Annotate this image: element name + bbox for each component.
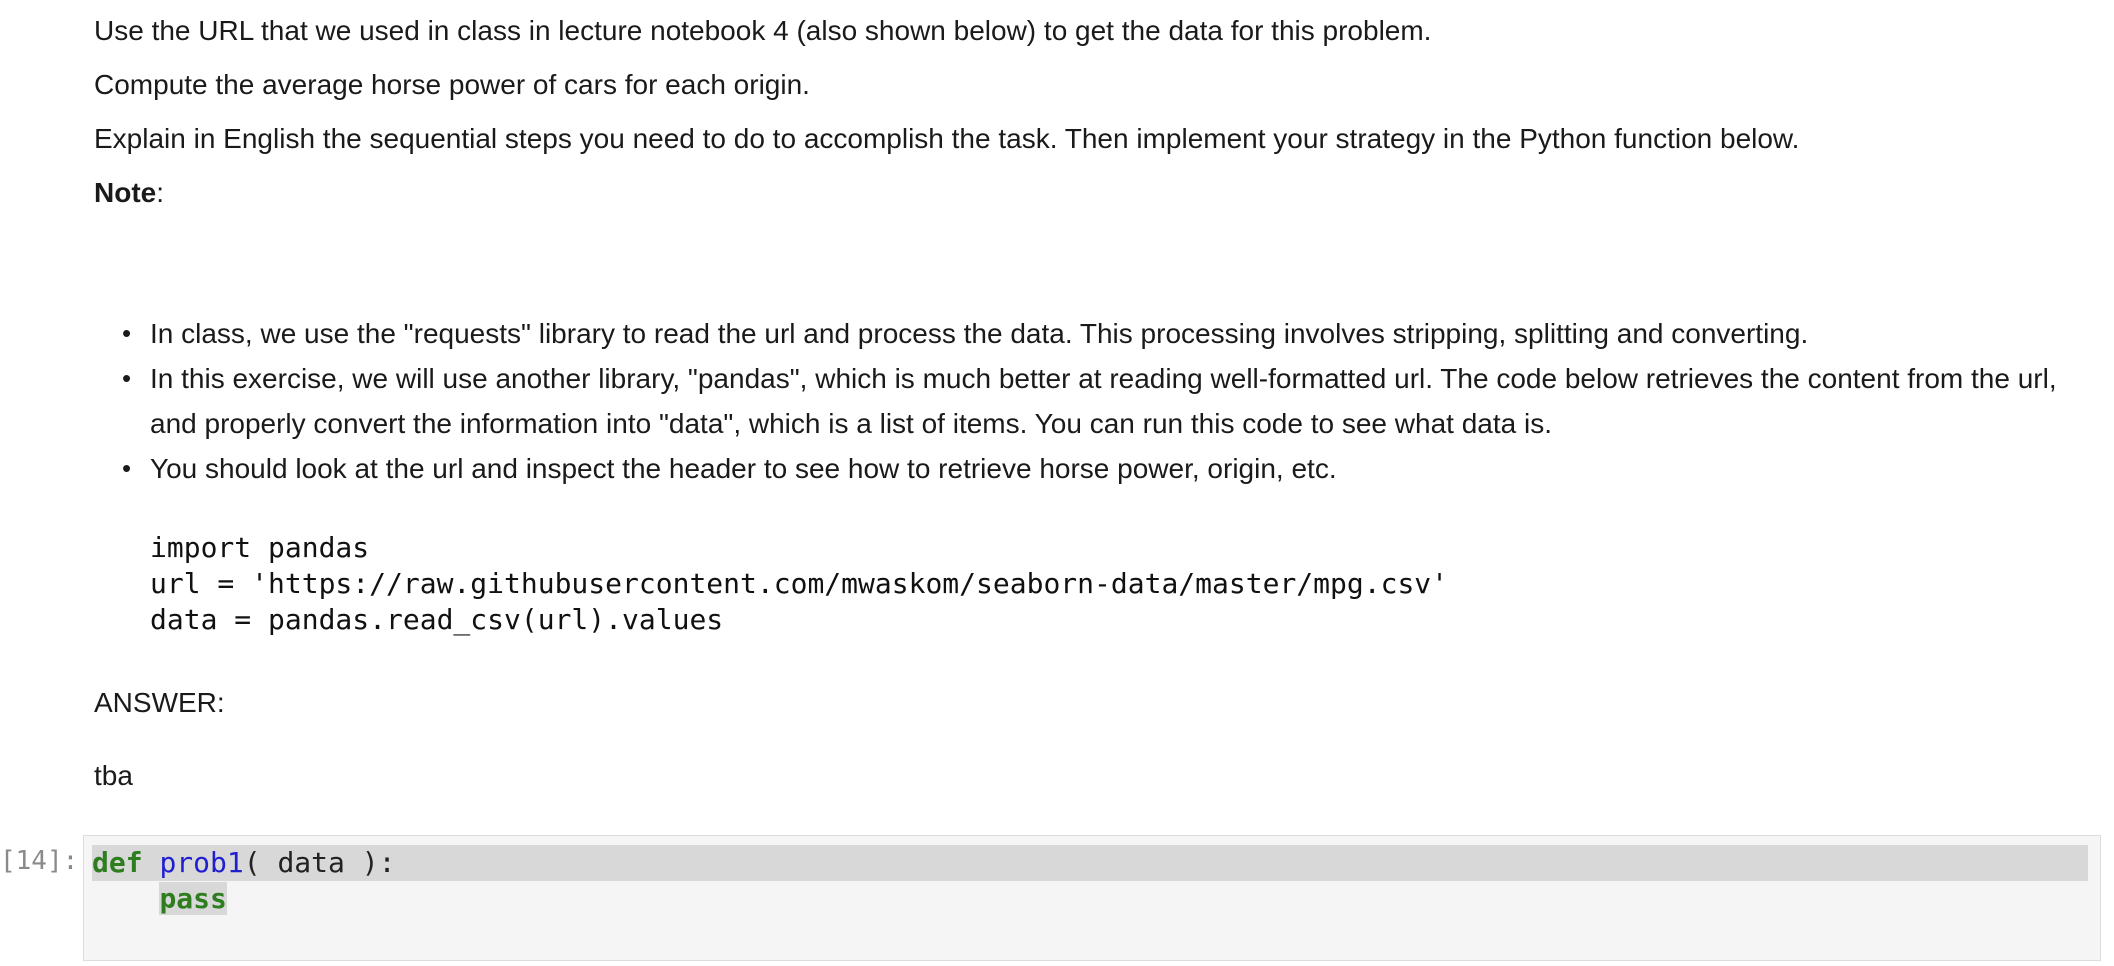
code-line-def[interactable] xyxy=(92,845,2088,881)
instruction-paragraph-explain: Explain in English the sequential steps you need to do to accomplish the task. Then implement your strategy in the Python function below. xyxy=(94,123,1800,154)
bullet-icon: • xyxy=(122,363,132,393)
list-item-text: In class, we use the "requests" library to read the url and process the data. This processing involves stripping, splitting and converting. xyxy=(150,318,1809,349)
instruction-paragraph-task: Compute the average horse power of cars for each origin. xyxy=(94,69,810,100)
note-heading xyxy=(94,170,164,215)
bullet-icon: • xyxy=(122,453,132,483)
answer-label: ANSWER: xyxy=(94,687,225,718)
execution-count-prompt: [14]: xyxy=(0,846,79,876)
instruction-paragraph-url: Use the URL that we used in class in lecture notebook 4 (also shown below) to get the data for this problem. xyxy=(94,15,1432,46)
list-item xyxy=(94,356,2084,446)
answer-text: tba xyxy=(94,760,133,791)
indent xyxy=(92,882,159,915)
def-keyword: def xyxy=(92,846,143,879)
code-line: data = pandas.read_csv(url).values xyxy=(150,603,724,636)
list-item xyxy=(94,311,2084,356)
notes-list xyxy=(94,311,2084,491)
list-item-text: You should look at the url and inspect the header to see how to retrieve horse power, origin, etc. xyxy=(150,453,1337,484)
list-item-text: In this exercise, we will use another library, "pandas", which is much better at reading well-formatted url. The code below retrieves the content from the url, and properly convert the information into "data", which is a list of items. You can run this code to see what data is. xyxy=(150,363,2057,439)
code-cell-editor[interactable] xyxy=(83,835,2101,961)
code-line: url = 'https://raw.githubusercontent.com/mwaskom/seaborn-data/master/mpg.csv' xyxy=(150,567,1449,600)
list-item xyxy=(94,446,2084,491)
note-label: Note xyxy=(94,177,157,208)
note-colon: : xyxy=(156,177,165,208)
bullet-icon: • xyxy=(122,318,132,348)
function-name: prob1 xyxy=(159,846,244,879)
code-line-pass[interactable] xyxy=(92,881,227,917)
pass-keyword: pass xyxy=(159,882,227,915)
function-signature: ( data ): xyxy=(243,846,396,879)
code-line: import pandas xyxy=(150,531,370,564)
pandas-code-snippet xyxy=(150,530,1448,638)
